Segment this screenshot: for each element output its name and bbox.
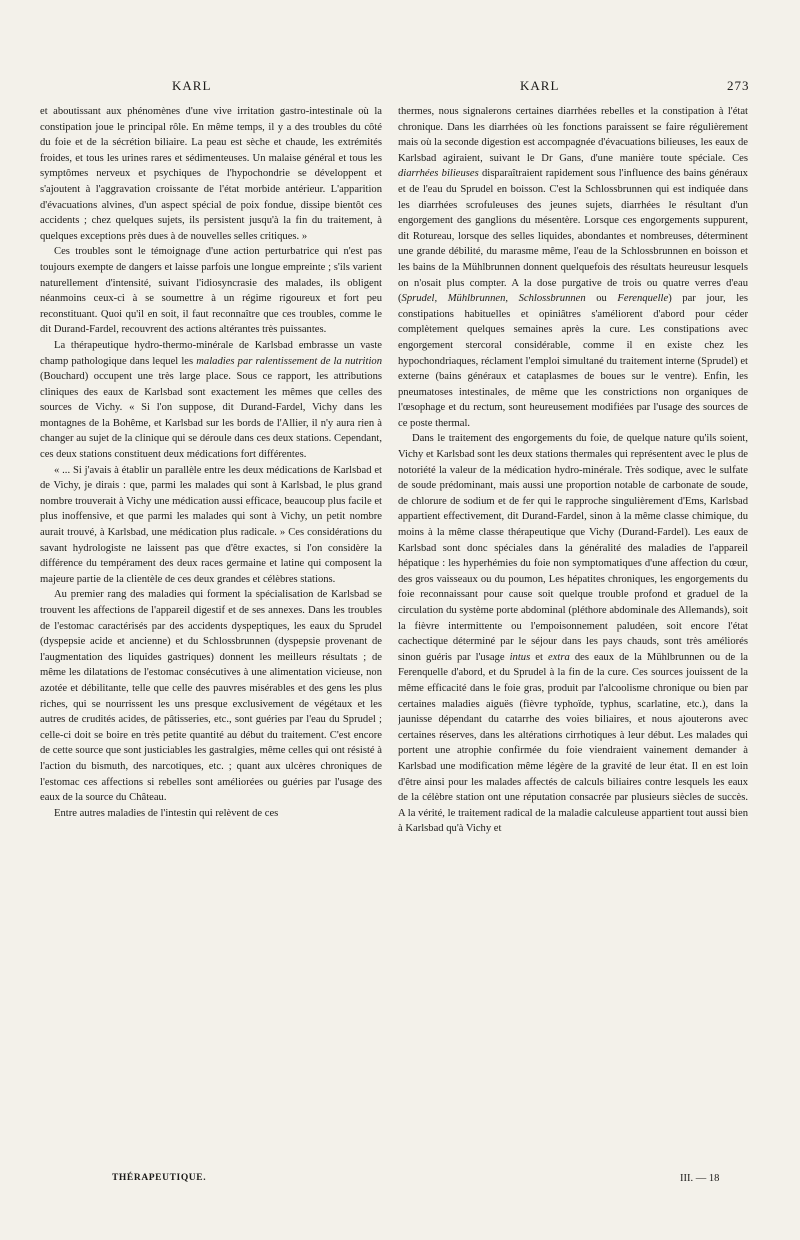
running-head-right: KARL — [520, 78, 560, 93]
paragraph: Dans le traitement des engorgements du foie, de quelque nature qu'ils soient, Vichy et Karlsbad sont les deux stations thermales qui représentent avec le plus de notoriété la valeur de la médication hydro-minérale. Très sodique, avec le sulfate de soude prédominant, mais aussi une proportion notable de carbonate de soude, de chlorure de sodium et de fer qui le rapproche singulièrement d'Ems, Karlsbad appartient effectivement, dit Durand-Fardel, sinon à la même classe chimique, du moins à la même classe thérapeutique que Vichy (Durand-Fardel). Les eaux de Karlsbad sont donc spéciales dans la généralité des maladies de l'appareil hépatique : les hyperhémies du foie non symptomatiques d'une affection du cœur, des gros vaisseaux ou du poumon, Les hépatites chroniques, les engorgements du foie reconnaissant pour cause soit quelque trouble profond et graduel de la circulation du système porte abdominal (pléthore abdominale des Allemands), soit la fièvre intermittente ou l'empoisonnement paludéen, soit encore l'état cachectique déterminé par le séjour dans les pays chauds, sont très améliorés sinon guéris par l'usage intus et extra des eaux de la Mühlbrunnen ou de la Ferenquelle d'abord, et du Sprudel à la fin de la cure. Ces sources jouissent de la même efficacité dans le foie gras, produit par l'alcoolisme chronique ou bien par certaines maladies aiguës (fièvre typhoïde, typhus, scarlatine, etc.), dans la jaunisse dépendant du catarrhe des voies biliaires, et nous ajouterons avec certaines réserves, dans les altérations cirrhotiques à leur début. Les malades qui portent une atrophie confirmée du foie viendraient vainement demander à Karlsbad une modification même légère de la gravité de leur état. Il en est loin d'être ainsi pour les malades affectés de calculs biliaires contre lesquels les eaux de la célèbre station ont une réputation consacrée par plusieurs siècles de succès. A la vérité, le traitement radical de la maladie calculeuse appartient tout aussi bien à Karlsbad qu'à Vichy et — [398, 433, 748, 835]
volume-sheet-mark: III. — 18 — [680, 1173, 720, 1184]
paragraph: Ces troubles sont le témoignage d'une action perturbatrice qui n'est pas toujours exempte de dangers et laisse parfois une longue empreinte ; s'ils varient naturellement d'intensité, suivant l'idiosyncrasie des malades, ils obligent néanmoins ceux-ci à se soumettre à un régime rigoureux et fort peu reconstituant. Quoi qu'il en soit, il faut reconnaître que ces troubles, comme le dit Durand-Fardel, recouvrent des actions altérantes très puissantes. — [40, 246, 382, 336]
left-text-column — [40, 104, 382, 1162]
paragraph: Au premier rang des maladies qui forment la spécialisation de Karlsbad se trouvent les affections de l'appareil digestif et de ses annexes. Dans les troubles de l'estomac caractérisés par des accidents dyspeptiques, les eaux du Sprudel (dyspepsie acide et ancienne) et du Schlossbrunnen (dyspepsie provenant de l'augmentation des liquides gastriques) donnent les meilleurs résultats ; de même les dilatations de l'estomac consécutives à une alimentation vicieuse, non azotée et débilitante, telle que celle des pauvres misérables et des gens les plus riches, qui se nourrissent les uns presque exclusivement de végétaux et les autres de crudités acides, de pâtisseries, etc., sont guéries par l'eau du Sprudel ; celle-ci doit se boire en très petite quantité au début du traitement. C'est encore de cette source que sont justiciables les gastralgies, même celles qui ont résisté à l'action du bismuth, des narcotiques, etc. ; quant aux ulcères chroniques de l'estomac ces affections si rebelles sont améliorées ou guéries par l'usage des eaux de la source du Château. — [40, 589, 382, 804]
paragraph: « ... Si j'avais à établir un parallèle entre les deux médications de Karlsbad et de Vichy, je dirais : que, parmi les malades qui sont à Karlsbad, le plus grand nombre trouverait à Vichy une médication aussi efficace, beaucoup plus facile et plus inoffensive, et que parmi les malades qui sont à Vichy, un petit nombre aurait trouvé, à Karlsbad, une médication plus radicale. » Ces considérations du savant hydrologiste ne laissent pas que d'être exactes, si l'on considère la différence du tempérament des deux races germaine et latine qui composent la majeure partie de la clientèle de ces deux grandes et célèbres stations. — [40, 464, 382, 585]
signature-mark: THÉRAPEUTIQUE. — [112, 1173, 207, 1183]
paragraph: La thérapeutique hydro-thermo-minérale de Karlsbad embrasse un vaste champ pathologique dans lequel les maladies par ralentissement de la nutrition (Bouchard) occupent une très large place. Sous ce rapport, les attributions cliniques des eaux de Karlsbad sont exactement les mêmes que celles des sources de Vichy. « Si l'on suppose, dit Durand-Fardel, Vichy dans les montagnes de la Bohême, et Karlsbad sur les bords de l'Allier, il n'y aura rien à changer au sujet de la clinique qui se déroule dans ces deux stations. Cependant, ces deux stations constituent deux médications fort différentes. — [40, 339, 382, 461]
paragraph: et aboutissant aux phénomènes d'une vive irritation gastro-intestinale où la constipation joue le principal rôle. En même temps, il y a des troubles du côté du foie et de la sécrétion biliaire. La peau est sèche et chaude, les extrémités froides, et tous les urines rares et sédimenteuses. Un malaise général et tous les symptômes nerveux et psychiques de l'hypochondrie se développent et s'ajoutent à l'aggravation croissante de l'état morbide antérieur. L'apparition d'évacuations alvines, d'un aspect spécial de poix fondue, dissipe bientôt ces accidents ; chez quelques sujets, ils persistent jusqu'à la fin du traitement, à quelques exceptions près dues à de nouvelles selles critiques. » — [40, 106, 382, 242]
paragraph: Entre autres maladies de l'intestin qui relèvent de ces — [54, 807, 279, 819]
right-text-column — [398, 104, 748, 1162]
page-number: 273 — [727, 78, 750, 93]
running-head-left: KARL — [172, 78, 212, 93]
paragraph: thermes, nous signalerons certaines diarrhées rebelles et la constipation à l'état chronique. Dans les diarrhées où les fonctions paraissent se faire régulièrement mais où la seconde digestion est accompagnée d'évacuations bilieuses, les eaux de Karlsbad agiraient, suivant le Dr Gans, d'une manière toute spéciale. Ces diarrhées bilieuses disparaîtraient rapidement sous l'influence des bains généraux et de l'eau du Sprudel en boisson. C'est la Schlossbrunnen qui est indiquée dans les diarrhées scrofuleuses des jeunes sujets, diarrhées le résultant d'un engorgement des ganglions du mésentère. Lorsque ces engorgements suppurent, dit Rotureau, lorsque des selles liquides, abondantes et nombreuses, déterminent une grande débilité, du marasme même, l'eau de la Schlossbrunnen en boisson et les bains de la Mühlbrunnen donnent quelquefois des résultats heureusur lesquels on n'osait plus compter. A la dose purgative de trois ou quatre verres d'eau (Sprudel, Mühlbrunnen, Schlossbrunnen ou Ferenquelle) par jour, les constipations habituelles et opiniâtres s'améliorent d'abord pour céder complètement quelques semaines après la cure. Les constipations avec engorgement stercoral considérable, comme il en existe chez les hypochondriaques, réclament l'emploi simultané du traitement interne (Sprudel) et externe (bains généraux et cataplasmes de boues sur le ventre). Enfin, les pneumatoses intestinales, de même que les constrictions non organiques de l'œsophage et du rectum, sont heureusement modifiées par l'usage des sources de ce poste thermal. — [398, 106, 748, 429]
